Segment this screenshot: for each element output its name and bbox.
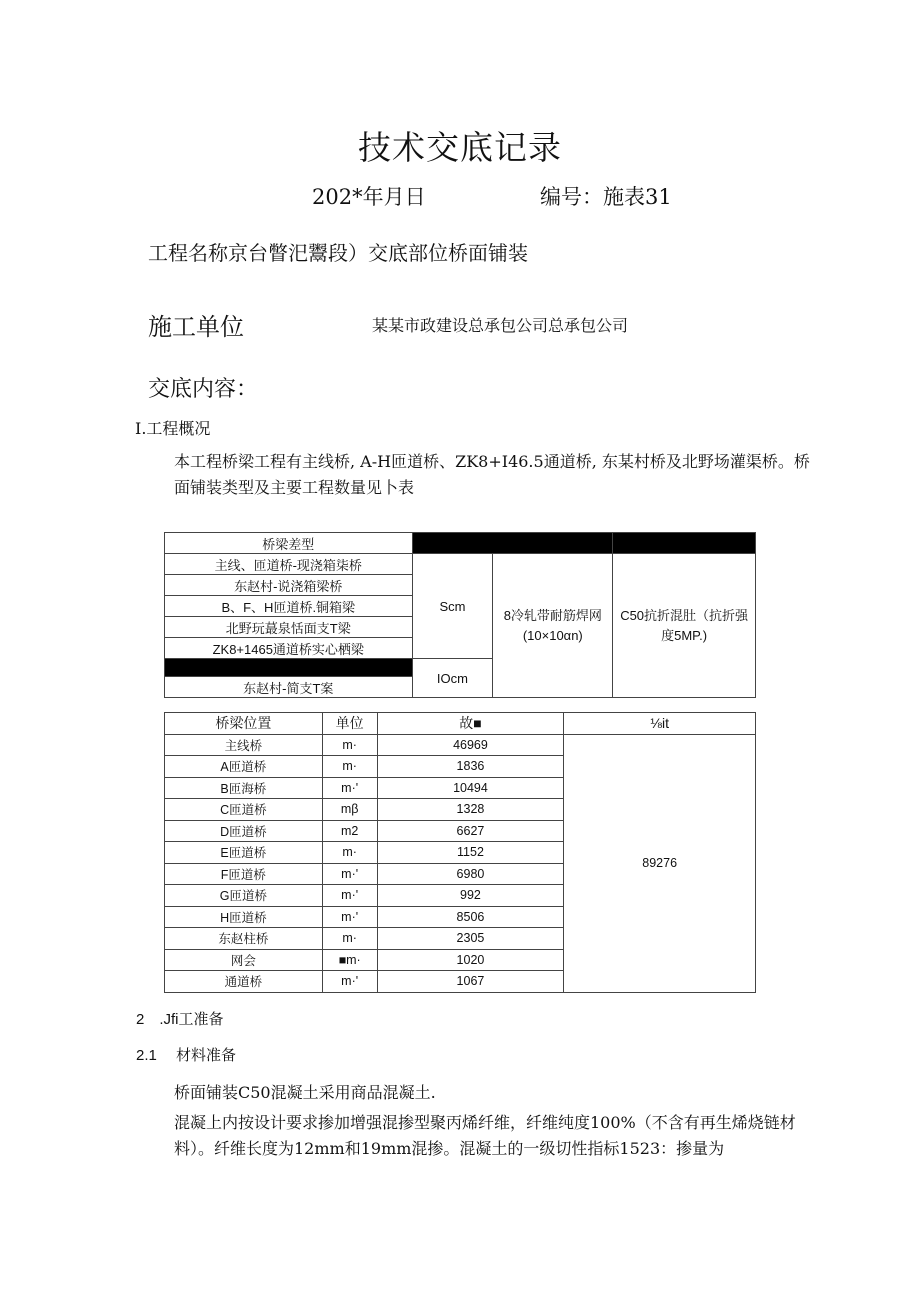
table1-thickness-2: IOcm (412, 659, 493, 698)
table1-header: 桥梁差型 (165, 533, 413, 554)
bridge-unit: mβ (322, 799, 377, 821)
table1-bridge-type: 北野玩蕞泉恬面支T梁 (165, 617, 413, 638)
table1-thickness: Scm (412, 554, 493, 659)
bridge-unit: m2 (322, 820, 377, 842)
col-header-total: ⅛it (564, 713, 756, 735)
bridge-unit: m·' (322, 906, 377, 928)
table1-bridge-type: B、F、H匝道桥.铜箱梁 (165, 596, 413, 617)
bridge-quantity: 8506 (377, 906, 564, 928)
col-header-location: 桥梁位置 (165, 713, 323, 735)
table1-bridge-type: 主线、匝道桥-现浇箱柒桥 (165, 554, 413, 575)
date-field: 202*年月日 (312, 185, 426, 209)
col-header-quantity: 故■ (377, 713, 564, 735)
bridge-name: 东赵柱桥 (165, 928, 323, 950)
project-line: 工程名称京台瞥汜鬻段）交底部位桥面铺装 (148, 241, 528, 265)
section-2-heading: 2 .Jfi工准备 (136, 1011, 224, 1028)
bridge-name: G匝道桥 (165, 885, 323, 907)
serial-number: 编号：施表31 (540, 185, 672, 209)
bridge-name: E匝道桥 (165, 842, 323, 864)
table1-mesh: 8冷轧带耐筋焊网 (10×10αn) (493, 554, 613, 698)
bridge-quantity: 1836 (377, 756, 564, 778)
section-2-1-para-1: 桥面铺装C50混凝土采用商品混凝土. (174, 1083, 436, 1102)
bridge-unit: m·' (322, 777, 377, 799)
bridge-unit: m· (322, 756, 377, 778)
table1-bridge-type: ZK8+1465通道桥实心栖梁 (165, 638, 413, 659)
bridge-name: H匝道桥 (165, 906, 323, 928)
bridge-unit: m·' (322, 863, 377, 885)
section-2-1-heading: 2.1 材料准备 (136, 1047, 237, 1064)
bridge-quantity: 992 (377, 885, 564, 907)
content-label: 交底内容： (148, 377, 259, 402)
bridge-name: C匝道桥 (165, 799, 323, 821)
table1-bridge-type: 东赵村-简支T案 (165, 677, 413, 698)
construction-unit-value: 某某市政建设总承包公司总承包公司 (372, 316, 629, 335)
bridge-name: 通道桥 (165, 971, 323, 993)
bridge-unit: m·' (322, 971, 377, 993)
bridge-name: D匝道桥 (165, 820, 323, 842)
table1-header-blank (412, 533, 613, 554)
bridge-quantity: 1328 (377, 799, 564, 821)
col-header-unit: 单位 (322, 713, 377, 735)
paving-type-table (164, 532, 756, 698)
bridge-quantity: 1067 (377, 971, 564, 993)
bridge-quantity: 2305 (377, 928, 564, 950)
table-row (165, 734, 756, 756)
bridge-unit: ■m· (322, 949, 377, 971)
total-quantity: 89276 (564, 734, 756, 992)
section-1-heading: I.工程概况 (135, 419, 211, 438)
document-title: 技术交底记录 (358, 128, 562, 167)
table1-concrete: C50抗折混肚（抗折强度5MP.) (613, 554, 756, 698)
table1-bridge-type: 东赵村-说浇箱梁桥 (165, 575, 413, 596)
bridge-unit: m· (322, 842, 377, 864)
bridge-name: 网会 (165, 949, 323, 971)
bridge-quantity: 1020 (377, 949, 564, 971)
quantity-table (164, 712, 756, 993)
bridge-quantity: 1152 (377, 842, 564, 864)
bridge-name: B匝海桥 (165, 777, 323, 799)
bridge-name: A匝道桥 (165, 756, 323, 778)
section-1-paragraph: 本工程桥梁工程有主线桥, A-H匝道桥、ZK8+I46.5通道桥, 东某村桥及北野场灌渠桥。桥面铺装类型及主要工程数量见卜表 (174, 452, 810, 497)
bridge-quantity: 6980 (377, 863, 564, 885)
construction-unit-label: 施工单位 (148, 313, 244, 341)
bridge-quantity: 6627 (377, 820, 564, 842)
bridge-unit: m·' (322, 885, 377, 907)
bridge-name: 主线桥 (165, 734, 323, 756)
section-2-1-para-2: 混凝上内按设计要求掺加增强混掺型聚丙烯纤维，纤维纯度100%（不含有再生烯烧链材料）。纤维长度为12mm和19mm混掺。混凝土的一级切性指标1523：掺量为 (174, 1113, 796, 1158)
bridge-unit: m· (322, 734, 377, 756)
bridge-unit: m· (322, 928, 377, 950)
table1-header-blank (613, 533, 756, 554)
bridge-quantity: 10494 (377, 777, 564, 799)
table1-black-row (165, 659, 413, 677)
bridge-quantity: 46969 (377, 734, 564, 756)
bridge-name: F匝道桥 (165, 863, 323, 885)
